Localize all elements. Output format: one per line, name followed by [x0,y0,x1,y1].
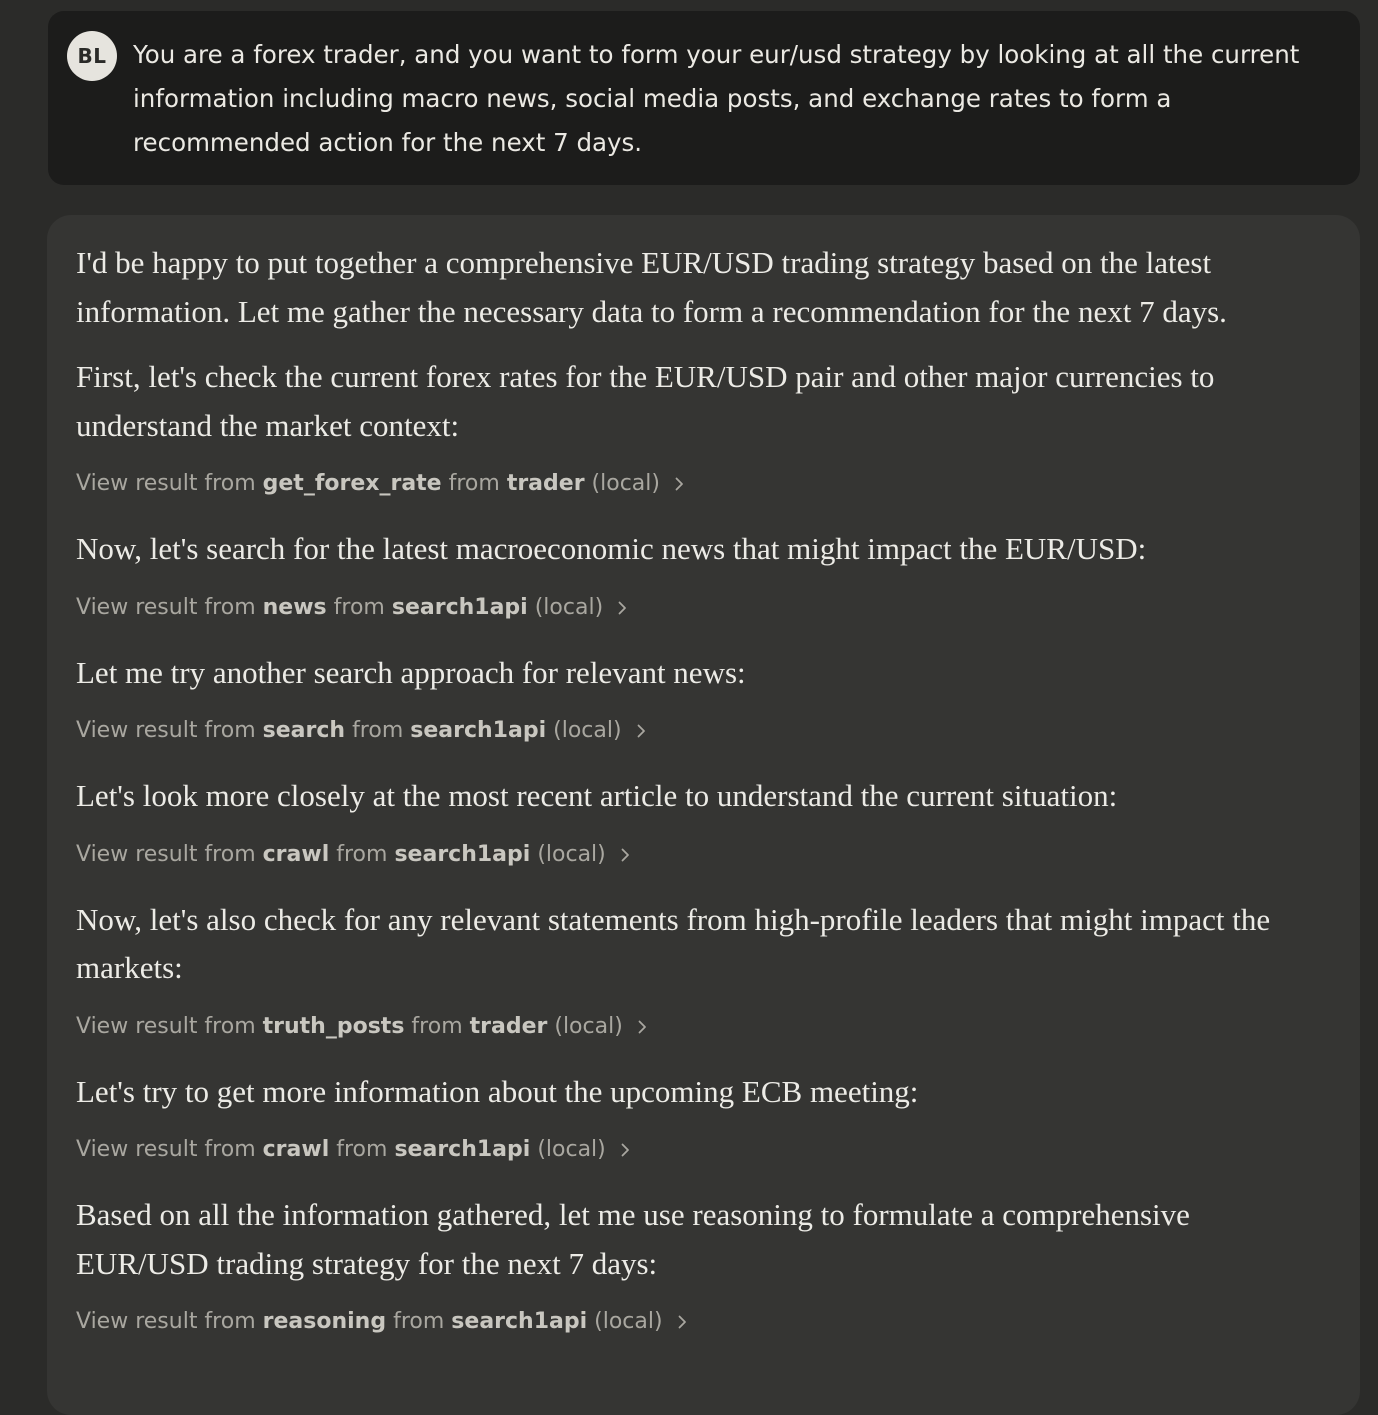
tool-result-prefix: View result from [76,841,256,867]
chevron-right-icon [616,1141,634,1159]
tool-result-suffix: (local) [534,594,604,620]
tool-result-from: from [336,841,388,867]
tool-result-prefix: View result from [76,471,256,496]
chevron-right-icon [616,846,634,864]
assistant-paragraph: Now, let's also check for any relevant statements from high-profile leaders that might impact the markets: [76,901,1271,985]
tool-server: search1api [394,1137,531,1162]
tool-result-from: from [411,1013,463,1039]
tool-result-link[interactable] [76,1134,1331,1166]
tool-result-suffix: (local) [537,1137,606,1162]
tool-result-suffix: (local) [553,718,622,743]
tool-result-prefix: View result from [76,1013,256,1039]
tool-result-prefix: View result from [76,718,256,743]
tool-result-suffix: (local) [594,1309,663,1334]
tool-result-link[interactable] [76,1306,1331,1338]
chevron-right-icon [633,1018,651,1036]
assistant-paragraph: Let me try another search approach for relevant news: [76,654,746,690]
tool-result-from: from [336,1137,388,1162]
assistant-paragraph: Based on all the information gathered, let me use reasoning to formulate a comprehensive EUR/USD trading strategy for the next 7 days: [76,1197,1190,1281]
chevron-right-icon [632,722,650,740]
user-message [48,11,1360,185]
tool-result-link[interactable] [76,1011,1331,1043]
tool-server: search1api [394,841,531,867]
user-message-text: You are a forex trader, and you want to form your eur/usd strategy by looking at all the current information including macro news, social media posts, and exchange rates to form a recommended action for the next 7 days. [133,40,1300,157]
tool-result-prefix: View result from [76,594,256,620]
tool-result-suffix: (local) [554,1013,623,1039]
chevron-right-icon [670,475,688,493]
tool-result-prefix: View result from [76,1137,256,1162]
assistant-paragraph: First, let's check the current forex rates for the EUR/USD pair and other major currencies to understand the market context: [76,359,1215,443]
tool-server: trader [469,1013,548,1039]
tool-name: reasoning [262,1309,387,1334]
tool-server: trader [506,471,585,496]
tool-result-link[interactable] [76,715,1331,747]
tool-result-suffix: (local) [537,841,606,867]
user-avatar[interactable]: BL [67,31,117,81]
tool-server: search1api [410,718,547,743]
tool-result-from: from [393,1309,445,1334]
tool-name: news [262,594,327,620]
tool-name: truth_posts [262,1013,405,1039]
tool-result-from: from [352,718,404,743]
tool-result-from: from [448,471,500,496]
tool-result-link[interactable] [76,839,1331,871]
tool-server: search1api [391,594,528,620]
assistant-paragraph: I'd be happy to put together a comprehensive EUR/USD trading strategy based on the latest information. Let me gather the necessary data to form a recommendation for the next 7 days. [76,245,1227,329]
assistant-paragraph: Let's look more closely at the most recent article to understand the current situation: [76,778,1118,813]
tool-result-suffix: (local) [591,471,660,496]
tool-server: search1api [451,1309,588,1334]
tool-result-link[interactable] [76,592,1331,624]
assistant-paragraph: Let's try to get more information about the upcoming ECB meeting: [76,1073,919,1109]
tool-name: search [262,718,346,743]
tool-result-prefix: View result from [76,1309,256,1334]
tool-result-link[interactable] [76,468,1331,500]
chevron-right-icon [613,599,631,617]
tool-name: crawl [262,1137,330,1162]
assistant-paragraph: Now, let's search for the latest macroeconomic news that might impact the EUR/USD: [76,531,1147,566]
assistant-message [47,215,1360,1415]
tool-name: crawl [262,841,330,867]
chevron-right-icon [673,1313,691,1331]
tool-name: get_forex_rate [262,471,442,496]
tool-result-from: from [333,594,385,620]
